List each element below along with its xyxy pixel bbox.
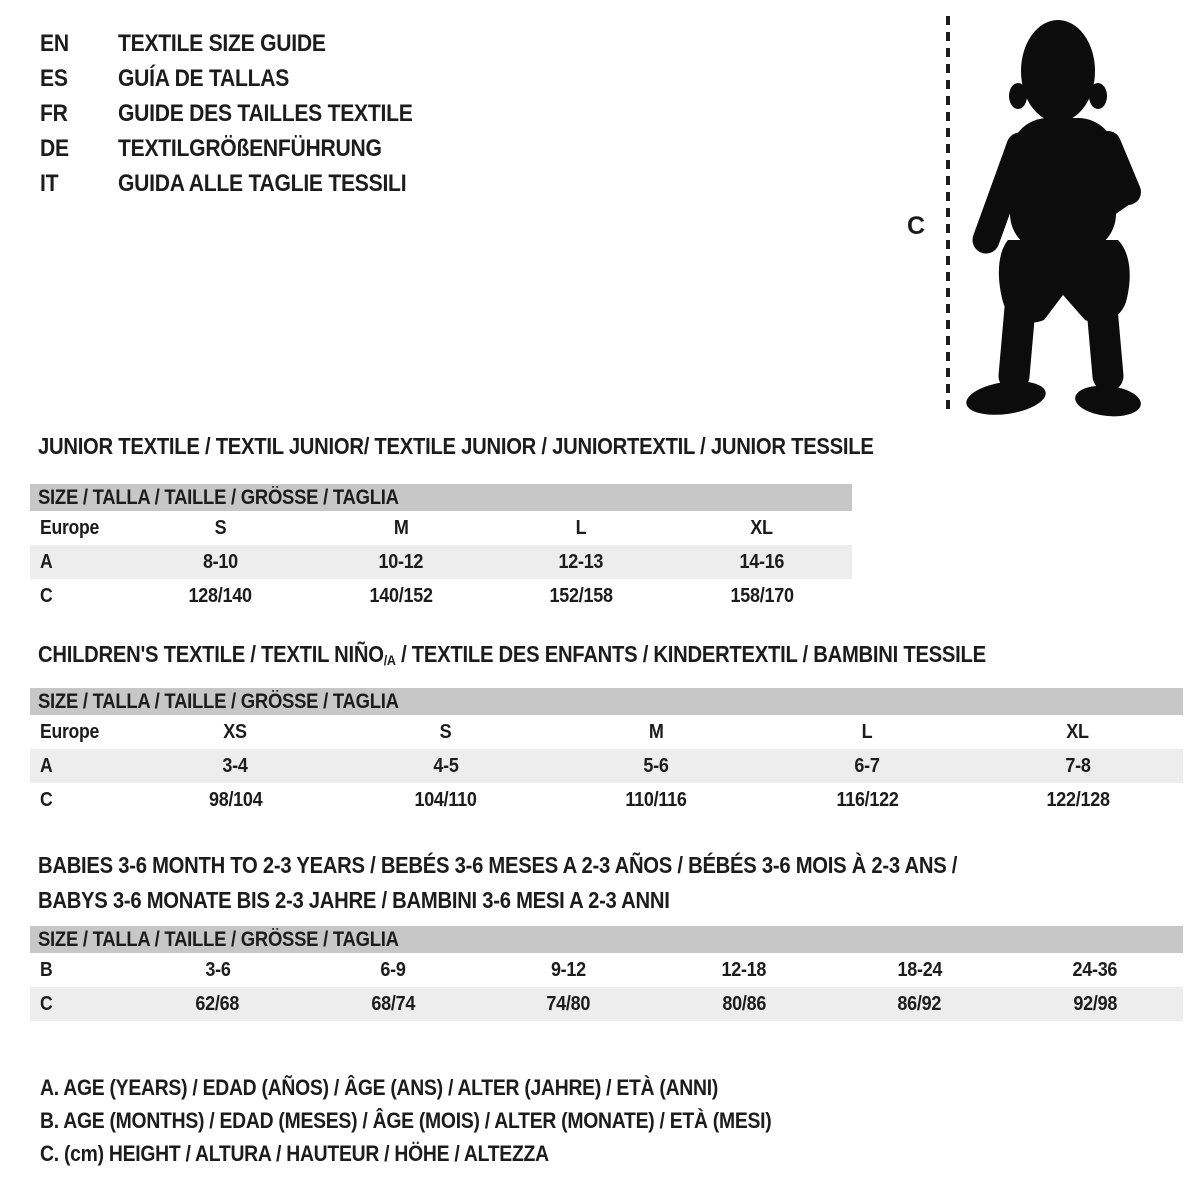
size-value: 10-12 [378, 550, 424, 573]
table-row-height-cm [30, 987, 1183, 1021]
size-value: S [214, 516, 227, 539]
legend [40, 1071, 871, 1170]
legend-line-age-months: B. AGE (MONTHS) / EDAD (MESES) / ÂGE (MOIS) / ALTER (MONATE) / ETÀ (MESI) [40, 1107, 772, 1133]
size-value: 6-7 [854, 754, 880, 777]
size-value: 24-36 [1072, 958, 1118, 981]
language-row [40, 61, 453, 96]
height-measure-label: C [906, 212, 926, 240]
size-value: 98/104 [208, 788, 263, 811]
size-value: 8-10 [202, 550, 238, 573]
size-value: 104/110 [414, 788, 477, 811]
size-value: L [861, 720, 873, 743]
size-header-text: SIZE / TALLA / TAILLE / GRÖSSE / TAGLIA [38, 927, 399, 951]
table-row-age-years [30, 749, 1183, 783]
size-value: M [393, 516, 409, 539]
table-row-height-cm [30, 783, 1183, 817]
language-code: FR [40, 99, 68, 127]
language-label: GUIDA ALLE TAGLIE TESSILI [118, 169, 407, 197]
language-label: GUIDE DES TAILLES TEXTILE [118, 99, 413, 127]
size-header-bar [30, 926, 1183, 953]
language-label: TEXTILE SIZE GUIDE [118, 29, 326, 57]
size-value: 12-13 [558, 550, 604, 573]
language-row [40, 131, 453, 166]
size-value: 92/98 [1073, 992, 1118, 1015]
size-value: 68/74 [371, 992, 416, 1015]
row-label: Europe [40, 720, 100, 743]
table-row-age-years [30, 545, 852, 579]
size-value: 18-24 [897, 958, 943, 981]
legend-line-height: C. (cm) HEIGHT / ALTURA / HAUTEUR / HÖHE / ALTEZZA [40, 1140, 549, 1166]
size-value: 128/140 [188, 584, 252, 607]
language-list [40, 26, 453, 201]
row-label: C [40, 584, 53, 607]
size-value: XS [223, 720, 248, 743]
babies-size-table [30, 926, 1183, 1021]
children-section-title-text: CHILDREN'S TEXTILE / TEXTIL NIÑO/A / TEXTILE DES ENFANTS / KINDERTEXTIL / BAMBINI TESSILE [38, 641, 986, 669]
row-label: A [40, 754, 53, 777]
size-value: 86/92 [897, 992, 942, 1015]
table-row-europe [30, 715, 1183, 749]
row-label: C [40, 788, 53, 811]
language-row [40, 166, 453, 201]
size-value: 80/86 [722, 992, 767, 1015]
junior-section-title-text: JUNIOR TEXTILE / TEXTIL JUNIOR/ TEXTILE JUNIOR / JUNIORTEXTIL / JUNIOR TESSILE [38, 433, 874, 459]
size-value: 14-16 [739, 550, 785, 573]
table-row-age-months [30, 953, 1183, 987]
children-size-table [30, 688, 1183, 817]
row-label: B [40, 958, 53, 981]
size-header-text: SIZE / TALLA / TAILLE / GRÖSSE / TAGLIA [38, 689, 399, 713]
language-row [40, 96, 453, 131]
baby-silhouette-icon [958, 14, 1144, 422]
size-value: L [575, 516, 587, 539]
size-value: 122/128 [1046, 788, 1110, 811]
size-value: 3-6 [205, 958, 231, 981]
size-value: 12-18 [721, 958, 767, 981]
language-code: DE [40, 134, 69, 162]
language-row [40, 26, 453, 61]
size-value: 158/170 [730, 584, 794, 607]
row-label: C [40, 992, 53, 1015]
language-code: ES [40, 64, 68, 92]
row-label: A [40, 550, 53, 573]
language-code: EN [40, 29, 69, 57]
row-label: Europe [40, 516, 100, 539]
language-label: GUÍA DE TALLAS [118, 64, 290, 92]
size-value: 9-12 [551, 958, 587, 981]
language-label: TEXTILGRÖßENFÜHRUNG [118, 134, 382, 162]
size-value: 7-8 [1065, 754, 1091, 777]
size-value: 62/68 [195, 992, 240, 1015]
size-value: M [649, 720, 664, 743]
legend-line-age-years: A. AGE (YEARS) / EDAD (AÑOS) / ÂGE (ANS) / ALTER (JAHRE) / ETÀ (ANNI) [40, 1074, 719, 1100]
size-value: 116/122 [835, 788, 899, 811]
babies-section-title-line1 [38, 852, 1083, 878]
size-value: S [440, 720, 452, 743]
height-measure-line [946, 16, 950, 414]
junior-size-table [30, 484, 852, 613]
size-value: 74/80 [546, 992, 591, 1015]
size-header-bar [30, 688, 1183, 715]
size-value: 6-9 [380, 958, 406, 981]
children-section-title [38, 641, 1115, 671]
babies-section-title-line2 [38, 887, 756, 913]
size-value: 152/158 [549, 584, 613, 607]
babies-section-title-text2: BABYS 3-6 MONATE BIS 2-3 JAHRE / BAMBINI 3-6 MESI A 2-3 ANNI [38, 887, 670, 913]
size-value: XL [750, 516, 773, 539]
table-row-europe [30, 511, 852, 545]
size-value: XL [1066, 720, 1089, 743]
size-value: 4-5 [433, 754, 459, 777]
babies-section-title-text1: BABIES 3-6 MONTH TO 2-3 YEARS / BEBÉS 3-6 MESES A 2-3 AÑOS / BÉBÉS 3-6 MOIS À 2-3 ANS / [38, 852, 958, 878]
table-row-height-cm [30, 579, 852, 613]
size-value: 140/152 [369, 584, 433, 607]
size-value: 110/116 [625, 788, 688, 811]
size-value: 3-4 [222, 754, 248, 777]
size-value: 5-6 [643, 754, 670, 777]
title-subscript: /A [383, 652, 396, 669]
size-header-text: SIZE / TALLA / TAILLE / GRÖSSE / TAGLIA [38, 485, 399, 509]
junior-section-title [38, 433, 988, 459]
language-code: IT [40, 169, 59, 197]
size-header-bar [30, 484, 852, 511]
